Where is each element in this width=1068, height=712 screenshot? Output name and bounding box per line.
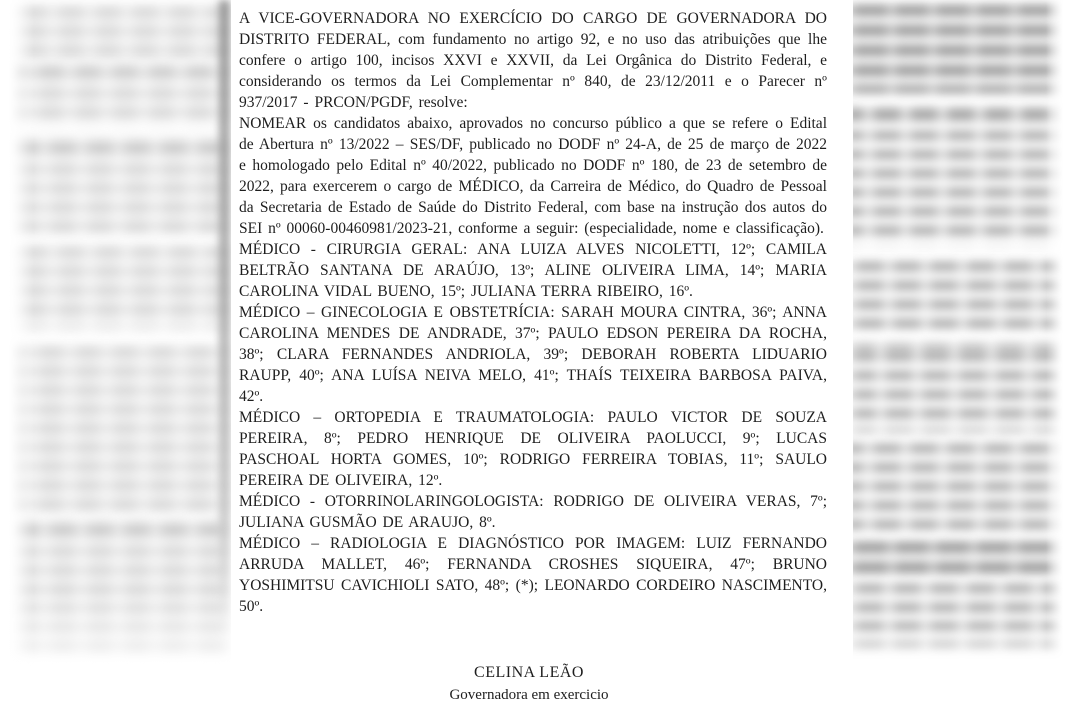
blurred-paragraph [846,344,1062,432]
blurred-paragraph [10,520,228,658]
blurred-paragraph [846,584,1062,648]
signature-block [231,662,827,706]
list-otorrinolaringologia: MÉDICO - OTORRINOLARINGOLOGISTA: RODRIGO DE OLIVEIRA VERAS, 7º; JULIANA GUSMÃO DE ARAUJO, 8º. [239,493,827,531]
list-cirurgia-geral: MÉDICO - CIRURGIA GERAL: ANA LUIZA ALVES NICOLETTI, 12º; CAMILA BELTRÃO SANTANA DE ARAÚJO, 13º; ALINE OLIVEIRA LIMA, 14º; MARIA CAROLINA VIDAL BUENO, 15º; JULIANA TERRA RIBEIRO, 16º. [239,241,827,300]
blurred-paragraph [846,440,1062,532]
list-ginecologia: MÉDICO – GINECOLOGIA E OBSTETRÍCIA: SARAH MOURA CINTRA, 36º; ANNA CAROLINA MENDES DE ANDRADE, 37º; PAULO EDSON PEREIRA DA ROCHA, 38º; CLARA FERNANDES ANDRIOLA, 39º; DEBORAH ROBERTA LIDUARIO RAUPP, 40º; ANA LUÍSA NEIVA MELO, 41º; THAÍS TEIXEIRA BARBOSA PAIVA, 42º. [239,304,827,405]
blurred-column-rule [219,0,230,640]
blurred-paragraph [846,108,1062,246]
signature-name: CELINA LEÃO [474,664,584,681]
decree-document [231,0,853,712]
blurred-paragraph [10,66,228,128]
signature-title: Governadora em exercicio [449,687,609,703]
list-ortopedia: MÉDICO – ORTOPEDIA E TRAUMATOLOGIA: PAULO VICTOR DE SOUZA PEREIRA, 8º; PEDRO HENRIQUE DE OLIVEIRA PAOLUCCI, 9º; LUCAS PASCHOAL HORTA GOMES, 10º; RODRIGO FERREIRA TOBIAS, 11º; SAULO PEREIRA DE OLIVEIRA, 12º. [239,409,827,489]
blurred-paragraph [10,248,228,328]
decree-preamble: A VICE-GOVERNADORA NO EXERCÍCIO DO CARGO DE GOVERNADORA DO DISTRITO FEDERAL, com fundamento no artigo 92, e no uso das atribuições que lhe confere o artigo 100, incisos XXVI e XXVII, da Lei Orgânica do Distrito Federal, e considerando os termos da Lei Complementar nº 840, de 23/12/2011 e o Parecer nº 937/2017 - PRCON/PGDF, resolve: [239,10,827,111]
blurred-paragraph [10,138,228,238]
decree-nomination-clause: NOMEAR os candidatos abaixo, aprovados no concurso público a que se refere o Edital de Abertura nº 13/2022 – SES/DF, publicado no DODF nº 24-A, de 25 de março de 2022 e homologado pelo Edital nº 40/2022, publicado no DODF nº 180, de 23 de setembro de 2022, para exercerem o cargo de MÉDICO, da Carreira de Médico, do Quadro de Pessoal da Secretaria de Estado de Saúde do Distrito Federal, com base na instrução dos autos do SEI nº 00060-00460981/2023-21, conforme a seguir: (especialidade, nome e classificação). [239,115,827,237]
blurred-paragraph [846,262,1062,334]
blurred-background-right [846,0,1062,712]
blurred-paragraph [10,8,228,58]
blurred-paragraph [846,5,1062,93]
blurred-paragraph [846,542,1062,576]
blurred-paragraph [10,344,228,512]
list-radiologia: MÉDICO – RADIOLOGIA E DIAGNÓSTICO POR IMAGEM: LUIZ FERNANDO ARRUDA MALLET, 46º; FERNANDA CROSHES SIQUEIRA, 47º; BRUNO YOSHIMITSU CAVICHIOLI SATO, 48º; (*); LEONARDO CORDEIRO NASCIMENTO, 50º. [239,535,827,615]
decree-body [239,8,827,656]
blurred-background-left [10,0,228,712]
